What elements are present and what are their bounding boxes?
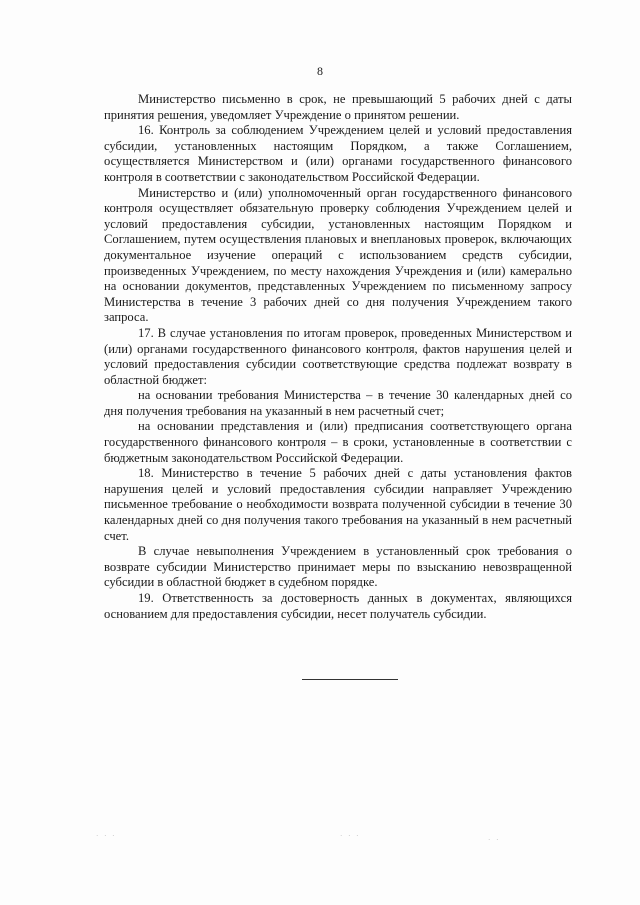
paragraph-inspections: Министерство и (или) уполномоченный орган государственного финансового контроля осуществляет обязательную проверку соблюдения Учреждением целей и условий предоставления субсидии, установленных настоящим Порядком и Соглашением, путем осуществления плановых и внеплановых проверок, включающих документальное изучение операций с использованием средств субсидии, произведенных Учреждением, по месту нахождения Учреждения и (или) камерально на основании документов, представленных Учреждением по письменному запросу Министерства в течение 3 рабочих дней со дня получения Учреждением такого запроса.: [104, 185, 572, 325]
paragraph-19-responsibility: 19. Ответственность за достоверность данных в документах, являющихся основанием для предоставления субсидии, несет получатель субсидии.: [104, 591, 572, 621]
scan-noise-mark: · · ·: [340, 832, 361, 840]
document-body: [104, 92, 572, 622]
paragraph-ministry-notice: Министерство письменно в срок, не превышающий 5 рабочих дней с даты принятия решения, уведомляет Учреждение о принятом решении.: [104, 92, 572, 122]
scan-noise-mark: · ·: [488, 836, 501, 844]
paragraph-control-body-order: на основании представления и (или) предписания соответствующего органа государственного финансового контроля – в сроки, установленные в соответствии с бюджетным законодательством Российской Федерации.: [104, 419, 572, 465]
scan-noise-mark: · · ·: [96, 832, 117, 840]
paragraph-16-control: 16. Контроль за соблюдением Учреждением целей и условий предоставления субсидии, установленных настоящим Порядком, а также Соглашением, осуществляется Министерством и (или) органами государственного финансового контроля в соответствии с законодательством Российской Федерации.: [104, 123, 572, 184]
closing-divider-line: [302, 679, 398, 680]
paragraph-18-refund-demand: 18. Министерство в течение 5 рабочих дней с даты установления фактов нарушения целей и условий предоставления субсидии направляет Учреждению письменное требование о необходимости возврата полученной субсидии в течение 30 календарных дней со дня получения такого требования на указанный в нем расчетный счет.: [104, 466, 572, 543]
paragraph-17-violations: 17. В случае установления по итогам проверок, проведенных Министерством и (или) органами государственного финансового контроля, фактов нарушения целей и условий предоставления субсидии соответствующие средства подлежат возврату в областной бюджет:: [104, 325, 572, 387]
page-number: 8: [317, 64, 323, 78]
paragraph-ministry-requirement: на основании требования Министерства – в течение 30 календарных дней со дня получения требования на указанный в нем расчетный счет;: [104, 388, 572, 418]
paragraph-court-recovery: В случае невыполнения Учреждением в установленный срок требования о возврате субсидии Министерство принимает меры по взысканию невозвращенной субсидии в областной бюджет в судебном порядке.: [104, 544, 572, 590]
